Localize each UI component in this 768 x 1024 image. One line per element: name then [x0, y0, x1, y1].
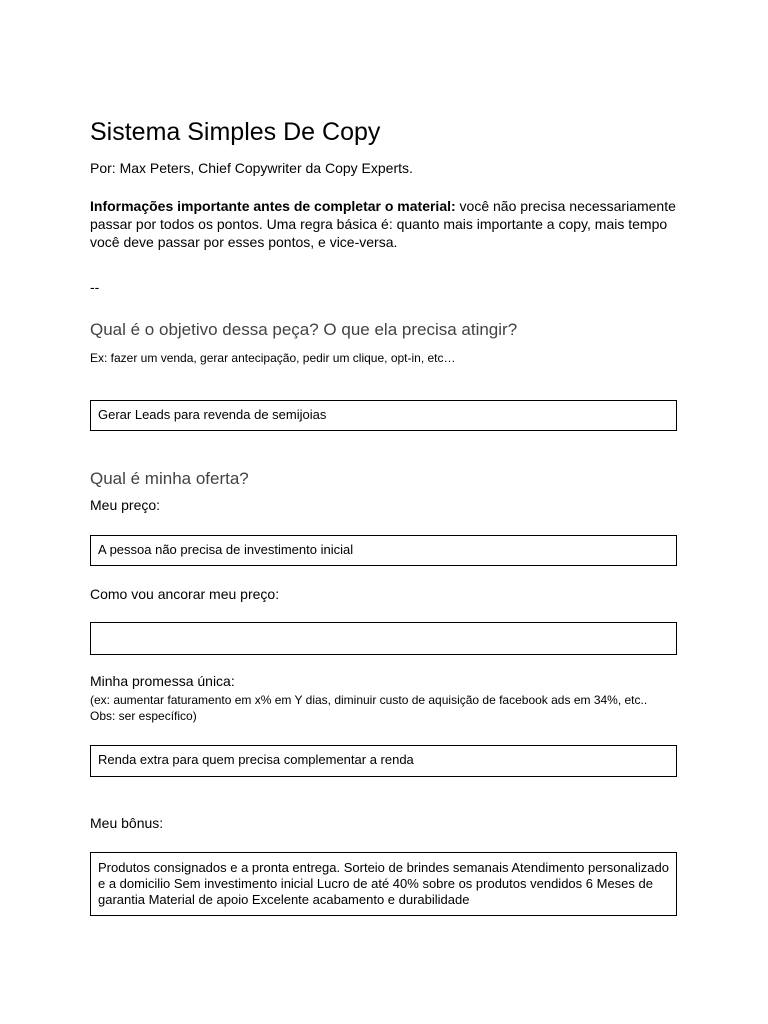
info-bold-label: Informações importante antes de completar o material: — [90, 198, 456, 214]
section-separator: -- — [90, 279, 100, 295]
promise-hint-line1: (ex: aumentar faturamento em x% em Y dias, diminuir custo de aquisição de facebook ads em 34%, etc.. — [90, 693, 648, 707]
promise-label: Minha promessa única: — [90, 673, 235, 689]
offer-heading: Qual é minha oferta? — [90, 469, 249, 488]
promise-answer-field[interactable]: Renda extra para quem precisa complementar a renda — [90, 745, 677, 777]
page-title: Sistema Simples De Copy — [90, 118, 381, 146]
price-answer-field[interactable]: A pessoa não precisa de investimento inicial — [90, 535, 677, 566]
promise-hint-line2: Obs: ser específico) — [90, 709, 197, 723]
bonus-answer-field[interactable]: Produtos consignados e a pronta entrega. Sorteio de brindes semanais Atendimento personalizado e a domicilio Sem investimento inicial Lucro de até 40% sobre os produtos vendidos 6 Meses de garantia Material de apoio Excelente acabamento e durabilidade — [90, 852, 677, 916]
price-label: Meu preço: — [90, 497, 161, 513]
objective-hint: Ex: fazer um venda, gerar antecipação, pedir um clique, opt-in, etc… — [90, 351, 456, 365]
anchor-answer-field[interactable] — [90, 622, 677, 655]
anchor-label: Como vou ancorar meu preço: — [90, 586, 280, 602]
author-byline: Por: Max Peters, Chief Copywriter da Copy Experts. — [90, 160, 413, 176]
objective-answer-field[interactable]: Gerar Leads para revenda de semijoias — [90, 400, 677, 431]
info-paragraph — [90, 197, 680, 251]
objective-heading: Qual é o objetivo dessa peça? O que ela precisa atingir? — [90, 320, 518, 339]
info-text: você não precisa necessariamente passar por todos os pontos. Uma regra básica é: quanto mais importante a copy, mais tempo você deve passar por esses pontos, e vice-versa. — [90, 198, 676, 250]
bonus-label: Meu bônus: — [90, 815, 164, 831]
